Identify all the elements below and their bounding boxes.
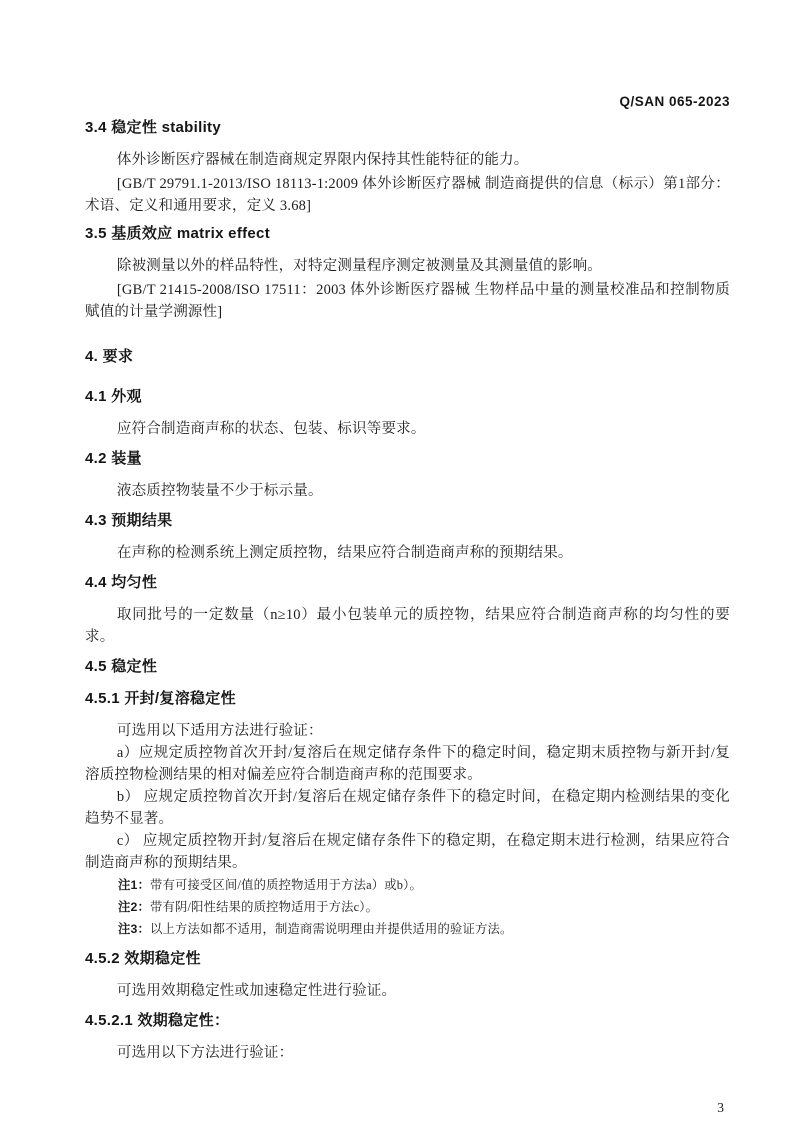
heading-4: 4. 要求 [85,348,134,365]
heading-3-4: 3.4 稳定性 stability [85,119,221,136]
note-3 [85,918,730,940]
para-4-5-2-1: 可选用以下方法进行验证： [116,1045,294,1061]
list-item-c: c） 应规定质控物开封/复溶后在规定储存条件下的稳定期，在稳定期末进行检测，结果应符合制造商声称的预期结果。 [85,833,730,871]
note-3-text: 以上方法如都不适用，制造商需说明理由并提供适用的验证方法。 [150,922,513,936]
note-2 [85,896,730,918]
heading-4-1: 4.1 外观 [85,388,142,405]
page-number: 3 [717,1100,724,1115]
heading-3-5: 3.5 基质效应 matrix effect [85,225,270,242]
heading-4-4: 4.4 均匀性 [85,574,158,591]
para-3-5-definition: 除被测量以外的样品特性，对特定测量程序测定被测量及其测量值的影响。 [116,258,602,274]
note-2-text: 带有阴/阳性结果的质控物适用于方法c）。 [150,900,379,914]
para-3-4-definition: 体外诊断医疗器械在制造商规定界限内保持其性能特征的能力。 [116,152,529,168]
heading-4-3: 4.3 预期结果 [85,512,173,529]
heading-4-5: 4.5 稳定性 [85,658,158,675]
para-4-3: 在声称的检测系统上测定质控物，结果应符合制造商声称的预期结果。 [116,545,573,561]
para-4-1: 应符合制造商声称的状态、包装、标识等要求。 [116,421,426,437]
header-doc-code: Q/SAN 065-2023 [619,94,730,109]
list-item-a: a）应规定质控物首次开封/复溶后在规定储存条件下的稳定时间，稳定期末质控物与新开封/复溶质控物检测结果的相对偏差应符合制造商声称的范围要求。 [85,745,730,783]
para-4-5-1-intro: 可选用以下适用方法进行验证： [116,723,323,739]
heading-4-5-1: 4.5.1 开封/复溶稳定性 [85,690,236,707]
heading-4-5-2-1: 4.5.2.1 效期稳定性： [85,1012,230,1029]
heading-4-5-2: 4.5.2 效期稳定性 [85,950,201,967]
document-content [85,119,730,1064]
note-2-label: 注2： [118,900,151,914]
note-3-label: 注3： [118,922,151,936]
para-4-4: 取同批号的一定数量（n≥10）最小包装单元的质控物，结果应符合制造商声称的均匀性的要求。 [85,607,730,645]
note-1-text: 带有可接受区间/值的质控物适用于方法a）或b）。 [150,878,422,892]
para-4-5-2: 可选用效期稳定性或加速稳定性进行验证。 [116,983,397,999]
note-1 [85,874,730,896]
heading-4-2: 4.2 装量 [85,450,142,467]
note-1-label: 注1： [118,878,151,892]
para-3-4-reference: [GB/T 29791.1-2013/ISO 18113-1:2009 体外诊断医疗器械 制造商提供的信息（标示）第1部分：术语、定义和通用要求，定义 3.68] [85,176,730,214]
list-item-b: b） 应规定质控物首次开封/复溶后在规定储存条件下的稳定时间，在稳定期内检测结果的变化趋势不显著。 [85,789,730,827]
para-3-5-reference: [GB/T 21415-2008/ISO 17511：2003 体外诊断医疗器械 生物样品中量的测量校准品和控制物质赋值的计量学溯源性] [85,282,730,320]
para-4-2: 液态质控物装量不少于标示量。 [116,483,323,499]
